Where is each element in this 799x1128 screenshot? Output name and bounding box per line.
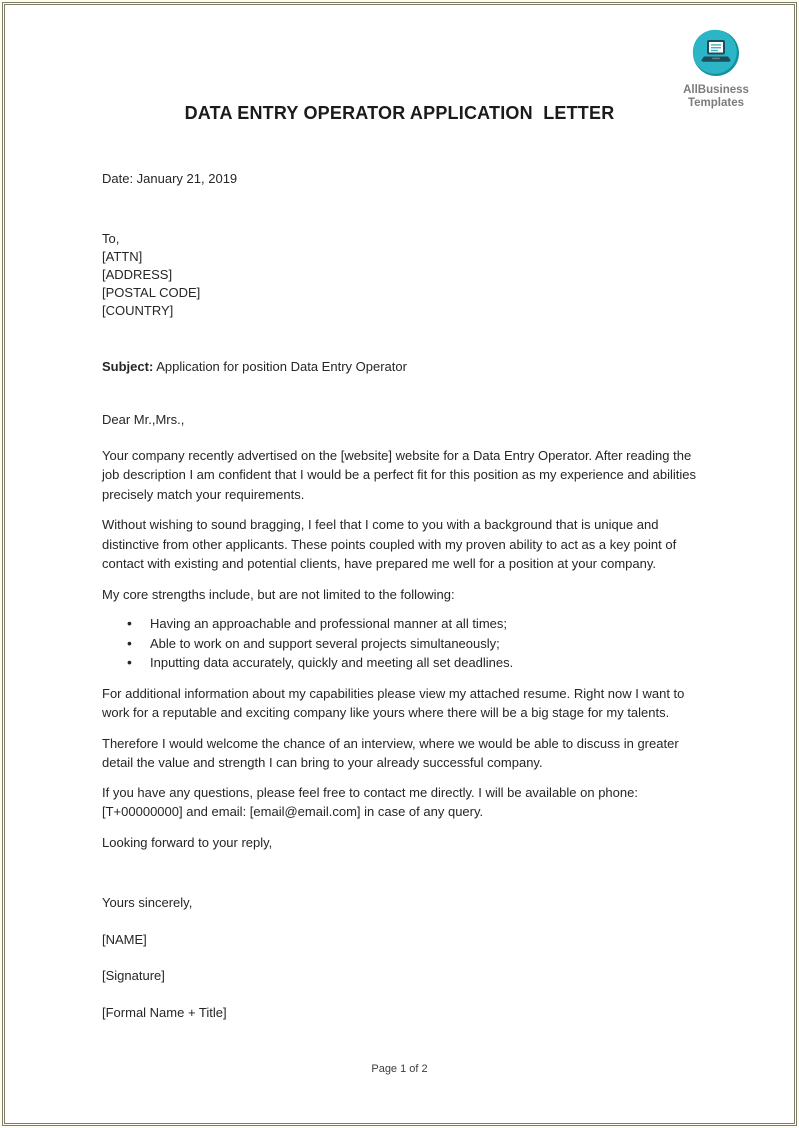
recipient-line-address: [ADDRESS] [102,266,173,282]
recipient-line-country: [COUNTRY] [102,302,174,318]
allbusiness-templates-logo [670,29,762,110]
subject-text: Application for position Data Entry Operator [153,358,407,374]
recipient-line-postal-code: [POSTAL CODE] [102,284,201,300]
laptop-icon [692,29,740,82]
subject-label: Subject: [102,358,154,374]
signoff-sincerely: Yours sincerely, [102,895,193,910]
salutation: Dear Mr.,Mrs., [102,412,185,427]
date-line: Date: January 21, 2019 [102,171,238,186]
strengths-list [102,614,699,673]
brand-name-line2: Templates [687,97,745,109]
paragraph-interview: Therefore I would welcome the chance of an interview, where we would be able to discuss in greater detail the value and strength I can bring to your already successful company. [102,735,679,770]
signoff-signature: [Signature] [102,968,165,983]
page-number: Page 1 of 2 [371,1063,428,1075]
recipient-line-to: To, [102,230,120,246]
paragraph-resume: For additional information about my capabilities please view my attached resume. Right now I want to work for a reputable and exciting company like yours where there will be a big stage for my talents. [102,685,685,720]
paragraph-contact: If you have any questions, please feel free to contact me directly. I will be available on phone: [T+00000000] and email: [email@email.com] in case of any query. [102,784,638,819]
letter-page [2,2,797,1126]
brand-name-line1: AllBusiness [683,84,749,96]
strengths-list-item: • Inputting data accurately, quickly and meeting all set deadlines. [102,653,699,673]
signoff-name: [NAME] [102,931,147,947]
paragraph-intro: Your company recently advertised on the [website] website for a Data Entry Operator. After reading the job description I am confident that I would be a perfect fit for this position as my experience and abilities precisely match your requirements. [102,447,696,502]
letter-body [5,169,794,1022]
strengths-list-item: • Able to work on and support several projects simultaneously; [102,634,699,654]
document-title: DATA ENTRY OPERATOR APPLICATION LETTER [184,103,615,123]
paragraph-background: Without wishing to sound bragging, I feel that I come to you with a background that is unique and distinctive from other applicants. These points coupled with my proven ability to act as a key point of contact with existing and potential clients, have prepared me well for a position at your company. [102,517,677,571]
recipient-block [102,230,699,320]
closing-line: Looking forward to your reply, [102,834,273,850]
strengths-list-item: • Having an approachable and professional manner at all times; [102,614,699,634]
recipient-line-attn: [ATTN] [102,248,143,264]
paragraph-strengths-intro: My core strengths include, but are not limited to the following: [102,586,455,602]
signoff-formal-name-title: [Formal Name + Title] [102,1004,227,1020]
subject-line [102,357,699,377]
